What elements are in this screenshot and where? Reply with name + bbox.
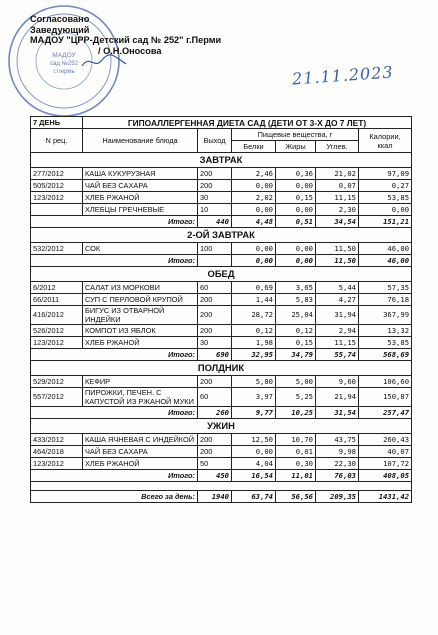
- table-row: [31, 337, 412, 349]
- subtotal-carb: 76,03: [316, 470, 359, 482]
- section-header-row: [31, 419, 412, 434]
- col-output-header: Выход: [198, 129, 232, 153]
- svg-text:сад №252: сад №252: [50, 61, 78, 67]
- subtotal-protein: 0,00: [232, 255, 276, 267]
- spacer-row: [31, 482, 412, 491]
- subtotal-calories: 408,05: [359, 470, 412, 482]
- col-fat-header: Жиры: [276, 141, 316, 153]
- fat-value: 0,30: [276, 458, 316, 470]
- protein-value: 0,00: [232, 180, 276, 192]
- dish-output: 200: [198, 446, 232, 458]
- recipe-number: 123/2012: [31, 337, 83, 349]
- carb-value: 9,98: [316, 446, 359, 458]
- recipe-number: 526/2012: [31, 325, 83, 337]
- calories-value: 367,99: [359, 306, 412, 325]
- dish-name: ХЛЕБ РЖАНОЙ: [83, 458, 198, 470]
- subtotal-row: [31, 255, 412, 267]
- protein-value: 0,00: [232, 243, 276, 255]
- fat-value: 5,00: [276, 376, 316, 388]
- recipe-number: 66/2011: [31, 294, 83, 306]
- subtotal-calories: 46,00: [359, 255, 412, 267]
- recipe-number: 557/2012: [31, 388, 83, 407]
- grand-total-row: [31, 491, 412, 503]
- section-title: 2-ОЙ ЗАВТРАК: [31, 228, 412, 243]
- dish-name: КАША КУКУРУЗНАЯ: [83, 168, 198, 180]
- dish-name: ПИРОЖКИ, ПЕЧЕН. С КАПУСТОЙ ИЗ РЖАНОЙ МУКИ: [83, 388, 198, 407]
- protein-value: 1,44: [232, 294, 276, 306]
- recipe-number: 532/2012: [31, 243, 83, 255]
- subtotal-output: 690: [198, 349, 232, 361]
- recipe-number: 416/2012: [31, 306, 83, 325]
- dish-name: ЧАЙ БЕЗ САХАРА: [83, 446, 198, 458]
- carb-value: 21,02: [316, 168, 359, 180]
- svg-text:г.Пермь: г.Пермь: [53, 69, 75, 75]
- subtotal-row: [31, 349, 412, 361]
- carb-value: 9,60: [316, 376, 359, 388]
- dish-output: 200: [198, 180, 232, 192]
- protein-value: 28,72: [232, 306, 276, 325]
- subtotal-output: 260: [198, 407, 232, 419]
- subtotal-carb: 11,50: [316, 255, 359, 267]
- menu-table: [30, 116, 412, 503]
- dish-name: ХЛЕБ РЖАНОЙ: [83, 337, 198, 349]
- fat-value: 0,15: [276, 337, 316, 349]
- carb-value: 0,07: [316, 180, 359, 192]
- table-row: [31, 376, 412, 388]
- calories-value: 260,43: [359, 434, 412, 446]
- dish-name: САЛАТ ИЗ МОРКОВИ: [83, 282, 198, 294]
- approval-line: Согласовано: [30, 14, 90, 24]
- subtotal-fat: 0,00: [276, 255, 316, 267]
- calories-value: 76,18: [359, 294, 412, 306]
- date-handwritten: 21.11.2023: [291, 62, 395, 89]
- protein-value: 3,97: [232, 388, 276, 407]
- fat-value: 5,83: [276, 294, 316, 306]
- table-row: [31, 282, 412, 294]
- head-title: Заведующий: [30, 24, 90, 35]
- calories-value: 97,09: [359, 168, 412, 180]
- carb-value: 4,27: [316, 294, 359, 306]
- dish-name: СОК: [83, 243, 198, 255]
- section-header-row: [31, 153, 412, 168]
- subtotal-fat: 34,79: [276, 349, 316, 361]
- subtotal-output: [198, 255, 232, 267]
- subtotal-row: [31, 216, 412, 228]
- table-row: [31, 434, 412, 446]
- grand-total-label: Всего за день:: [31, 491, 198, 503]
- grand-total-calories: 1431,42: [359, 491, 412, 503]
- grand-total-protein: 63,74: [232, 491, 276, 503]
- recipe-number: 277/2012: [31, 168, 83, 180]
- dish-output: 10: [198, 204, 232, 216]
- subtotal-protein: 32,95: [232, 349, 276, 361]
- recipe-number: 529/2012: [31, 376, 83, 388]
- section-title: ОБЕД: [31, 267, 412, 282]
- calories-value: 46,00: [359, 243, 412, 255]
- grand-total-carb: 209,35: [316, 491, 359, 503]
- section-title: ПОЛДНИК: [31, 361, 412, 376]
- subtotal-calories: 257,47: [359, 407, 412, 419]
- col-carb-header: Углев.: [316, 141, 359, 153]
- dish-output: 100: [198, 243, 232, 255]
- dish-name: ХЛЕБ РЖАНОЙ: [83, 192, 198, 204]
- subtotal-row: [31, 470, 412, 482]
- dish-name: ЧАЙ БЕЗ САХАРА: [83, 180, 198, 192]
- calories-value: 13,32: [359, 325, 412, 337]
- subtotal-row: [31, 407, 412, 419]
- protein-value: 2,46: [232, 168, 276, 180]
- carb-value: 2,94: [316, 325, 359, 337]
- fat-value: 0,01: [276, 446, 316, 458]
- table-row: [31, 204, 412, 216]
- calories-value: 107,72: [359, 458, 412, 470]
- col-name-header: Наименование блюда: [83, 129, 198, 153]
- calories-value: 150,87: [359, 388, 412, 407]
- calories-value: 106,60: [359, 376, 412, 388]
- calories-value: 0,27: [359, 180, 412, 192]
- recipe-number: 6/2012: [31, 282, 83, 294]
- section-title: УЖИН: [31, 419, 412, 434]
- diet-title: ГИПОАЛЛЕРГЕННАЯ ДИЕТА САД (ДЕТИ ОТ 3-Х ДО 7 ЛЕТ): [83, 117, 412, 129]
- col-calories-header: Калории, ккал: [359, 129, 412, 153]
- subtotal-output: 450: [198, 470, 232, 482]
- calories-value: 0,00: [359, 204, 412, 216]
- dish-name: ХЛЕБЦЫ ГРЕЧНЕВЫЕ: [83, 204, 198, 216]
- fat-value: 0,12: [276, 325, 316, 337]
- table-row: [31, 294, 412, 306]
- protein-value: 0,00: [232, 204, 276, 216]
- table-row: [31, 388, 412, 407]
- carb-value: 11,15: [316, 337, 359, 349]
- dish-output: 200: [198, 306, 232, 325]
- recipe-number: 505/2012: [31, 180, 83, 192]
- table-row: [31, 192, 412, 204]
- subtotal-protein: 4,48: [232, 216, 276, 228]
- dish-output: 200: [198, 325, 232, 337]
- dish-output: 30: [198, 192, 232, 204]
- carb-value: 43,75: [316, 434, 359, 446]
- day-label: 7 ДЕНЬ: [31, 117, 83, 129]
- col-nutrients-header: Пищевые вещества, г: [232, 129, 359, 141]
- section-header-row: [31, 228, 412, 243]
- section-header-row: [31, 267, 412, 282]
- calories-value: 57,35: [359, 282, 412, 294]
- carb-value: 21,94: [316, 388, 359, 407]
- svg-text:МАДОУ: МАДОУ: [52, 52, 76, 59]
- subtotal-calories: 151,21: [359, 216, 412, 228]
- table-row: [31, 168, 412, 180]
- fat-value: 10,70: [276, 434, 316, 446]
- carb-value: 31,94: [316, 306, 359, 325]
- table-row: [31, 243, 412, 255]
- recipe-number: 464/2018: [31, 446, 83, 458]
- subtotal-fat: 10,25: [276, 407, 316, 419]
- protein-value: 4,04: [232, 458, 276, 470]
- dish-name: КЕФИР: [83, 376, 198, 388]
- dish-name: БИГУС ИЗ ОТВАРНОЙ ИНДЕЙКИ: [83, 306, 198, 325]
- subtotal-label: Итого:: [31, 407, 198, 419]
- dish-name: КОМПОТ ИЗ ЯБЛОК: [83, 325, 198, 337]
- fat-value: 3,65: [276, 282, 316, 294]
- subtotal-carb: 31,54: [316, 407, 359, 419]
- dish-output: 200: [198, 168, 232, 180]
- table-row: [31, 458, 412, 470]
- carb-value: 11,50: [316, 243, 359, 255]
- table-row: [31, 446, 412, 458]
- grand-total-fat: 56,56: [276, 491, 316, 503]
- table-row: [31, 180, 412, 192]
- section-header-row: [31, 361, 412, 376]
- recipe-number: 123/2012: [31, 458, 83, 470]
- carb-value: 22,30: [316, 458, 359, 470]
- head-name: / О.Н.Оносова: [98, 45, 162, 56]
- recipe-number: [31, 204, 83, 216]
- dish-output: 200: [198, 434, 232, 446]
- subtotal-label: Итого:: [31, 349, 198, 361]
- subtotal-label: Итого:: [31, 255, 198, 267]
- col-recipe-header: N рец.: [31, 129, 83, 153]
- carb-value: 2,30: [316, 204, 359, 216]
- protein-value: 0,69: [232, 282, 276, 294]
- col-protein-header: Белки: [232, 141, 276, 153]
- subtotal-carb: 34,54: [316, 216, 359, 228]
- dish-output: 200: [198, 376, 232, 388]
- dish-name: КАША ЯЧНЕВАЯ С ИНДЕЙКОЙ: [83, 434, 198, 446]
- approval-header: [30, 14, 221, 56]
- calories-value: 40,07: [359, 446, 412, 458]
- subtotal-carb: 55,74: [316, 349, 359, 361]
- dish-name: СУП С ПЕРЛОВОЙ КРУПОЙ: [83, 294, 198, 306]
- subtotal-calories: 568,69: [359, 349, 412, 361]
- calories-value: 53,85: [359, 192, 412, 204]
- dish-output: 30: [198, 337, 232, 349]
- protein-value: 1,98: [232, 337, 276, 349]
- recipe-number: 433/2012: [31, 434, 83, 446]
- protein-value: 5,80: [232, 376, 276, 388]
- subtotal-protein: 16,54: [232, 470, 276, 482]
- dish-output: 50: [198, 458, 232, 470]
- fat-value: 0,00: [276, 243, 316, 255]
- dish-output: 200: [198, 294, 232, 306]
- fat-value: 5,25: [276, 388, 316, 407]
- fat-value: 0,00: [276, 180, 316, 192]
- spacer-cell: [31, 482, 412, 491]
- carb-value: 5,44: [316, 282, 359, 294]
- subtotal-protein: 9,77: [232, 407, 276, 419]
- table-row: [31, 325, 412, 337]
- fat-value: 0,36: [276, 168, 316, 180]
- dish-output: 60: [198, 282, 232, 294]
- fat-value: 0,00: [276, 204, 316, 216]
- subtotal-label: Итого:: [31, 216, 198, 228]
- calories-value: 53,85: [359, 337, 412, 349]
- protein-value: 12,50: [232, 434, 276, 446]
- carb-value: 11,15: [316, 192, 359, 204]
- protein-value: 0,00: [232, 446, 276, 458]
- signature: [80, 52, 130, 72]
- subtotal-fat: 0,51: [276, 216, 316, 228]
- protein-value: 2,02: [232, 192, 276, 204]
- protein-value: 0,12: [232, 325, 276, 337]
- section-title: ЗАВТРАК: [31, 153, 412, 168]
- subtotal-fat: 11,01: [276, 470, 316, 482]
- recipe-number: 123/2012: [31, 192, 83, 204]
- subtotal-label: Итого:: [31, 470, 198, 482]
- fat-value: 0,15: [276, 192, 316, 204]
- organization-name: МАДОУ "ЦРР-Детский сад № 252" г.Перми: [30, 35, 222, 46]
- fat-value: 25,04: [276, 306, 316, 325]
- table-row: [31, 306, 412, 325]
- dish-output: 60: [198, 388, 232, 407]
- subtotal-output: 440: [198, 216, 232, 228]
- grand-total-output: 1940: [198, 491, 232, 503]
